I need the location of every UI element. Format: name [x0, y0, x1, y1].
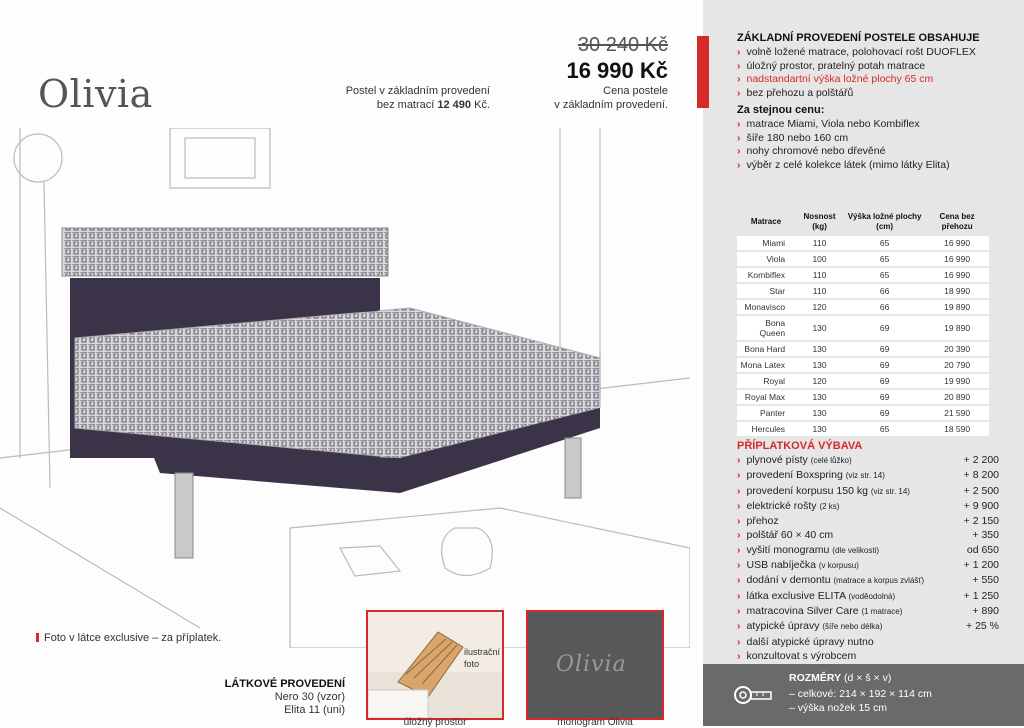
measure-icon: [733, 684, 773, 706]
table-row: [737, 422, 989, 436]
product-title: Olivia: [38, 72, 153, 116]
table-cell: Miami: [737, 236, 795, 250]
table-cell: 130: [795, 358, 844, 372]
table-cell: 65: [844, 422, 925, 436]
extras-item: [737, 635, 999, 649]
extras-item-label: [737, 589, 895, 604]
dimensions-total: – celkové: 214 × 192 × 114 cm: [789, 688, 932, 700]
table-cell: Star: [737, 284, 795, 298]
same-price-list: [737, 118, 1007, 172]
table-cell: 20 390: [925, 342, 989, 356]
table-cell: 130: [795, 342, 844, 356]
extras-item: [737, 514, 999, 528]
table-cell: Bona Queen: [737, 316, 795, 340]
list-item: › volně ložené matrace, polohovací rošt DUOFLEX: [737, 46, 1007, 60]
extras-item: [737, 649, 999, 663]
extras-item-label: [737, 499, 839, 514]
extras-item-price: + 9 900: [963, 499, 999, 512]
list-item: › nohy chromové nebo dřevěné: [737, 145, 1007, 159]
extras-item: [737, 468, 999, 483]
bed: [62, 228, 600, 558]
extras-item: [737, 499, 999, 514]
table-cell: 130: [795, 390, 844, 404]
table-cell: 19 890: [925, 300, 989, 314]
extras-item-label: [737, 543, 879, 558]
extras-item-text: atypické úpravy: [746, 620, 820, 633]
col-header: Cena bez přehozu: [939, 212, 975, 231]
extras-item-price: + 2 200: [963, 454, 999, 466]
extras-item-note: (celé lůžko): [810, 456, 852, 465]
table-cell: 16 990: [925, 236, 989, 250]
table-cell: Mona Latex: [737, 358, 795, 372]
table-cell: 21 590: [925, 406, 989, 420]
base-price-note: Postel v základním provedení bez matrací 12 490 Kč.: [345, 85, 490, 111]
extras-item-text: přehoz: [746, 515, 779, 528]
basic-heading: ZÁKLADNÍ PROVEDENÍ POSTELE OBSAHUJE: [737, 32, 980, 44]
extras-item: [737, 619, 999, 634]
extras-item: [737, 453, 999, 468]
table-cell: 65: [844, 268, 925, 282]
table-cell: 100: [795, 252, 844, 266]
table-cell: Royal: [737, 374, 795, 388]
extras-item-text: dodání v demontu: [746, 574, 831, 587]
monogram-text: Olivia: [556, 652, 627, 677]
extras-item-text: provedení korpusu 150 kg: [746, 484, 868, 497]
price-old: 30 240 Kč: [577, 34, 668, 56]
table-cell: 130: [795, 316, 844, 340]
monogram-label: monogram Olivia: [557, 717, 633, 728]
extras-item-label: [737, 484, 910, 499]
table-cell: Panter: [737, 406, 795, 420]
fabric-info: LÁTKOVÉ PROVEDENÍ Nero 30 (vzor) Elita 11 (uni): [224, 678, 345, 716]
extras-item-price: + 1 200: [963, 559, 999, 572]
extras-item-label: [737, 514, 779, 528]
extras-item-note: (2 ks): [819, 501, 840, 511]
table-cell: Viola: [737, 252, 795, 266]
mattress-table: [737, 208, 989, 438]
table-cell: Royal Max: [737, 390, 795, 404]
col-header: Výška ložné plochy (cm): [847, 212, 922, 231]
table-row: [737, 252, 989, 266]
illustration-note: ilustrační foto: [464, 647, 501, 669]
table-row: [737, 316, 989, 340]
list-item: › výběr z celé kolekce látek (mimo látky Elita): [737, 159, 1007, 173]
table-cell: 69: [844, 342, 925, 356]
extras-heading: PŘÍPLATKOVÁ VÝBAVA: [737, 440, 863, 452]
table-cell: 130: [795, 422, 844, 436]
table-cell: 69: [844, 406, 925, 420]
extras-item-note: (viz str. 14): [845, 471, 885, 481]
table-cell: 66: [844, 284, 925, 298]
list-item: › nadstandartní výška ložné plochy 65 cm: [737, 73, 1007, 87]
table-cell: Kombiflex: [737, 268, 795, 282]
extras-item-text: látka exclusive ELITA: [746, 589, 846, 602]
extras-item-note: (dle velikosti): [832, 545, 879, 555]
extras-item: [737, 528, 999, 542]
extras-item: [737, 573, 999, 588]
table-row: [737, 268, 989, 282]
extras-list: [737, 453, 999, 663]
extras-item-text: elektrické rošty: [746, 499, 817, 512]
extras-item-price: od 650: [966, 543, 999, 556]
price-new: 16 990 Kč: [566, 58, 668, 83]
extras-item-text: plynové písty: [746, 454, 808, 466]
table-row: [737, 374, 989, 388]
table-row: [737, 406, 989, 420]
table-cell: 120: [795, 300, 844, 314]
storage-label: úložný prostor: [403, 717, 467, 728]
extras-item-text: polštář 60 × 40 cm: [746, 529, 834, 542]
table-header-row: [737, 210, 989, 234]
table-cell: 16 990: [925, 268, 989, 282]
same-price-heading: Za stejnou cenu:: [737, 104, 825, 116]
extras-item-text: vyšití monogramu: [746, 543, 830, 556]
extras-item-text: další atypické úpravy nutno: [746, 635, 874, 648]
extras-item-label: [737, 558, 859, 573]
table-cell: 65: [844, 252, 925, 266]
table-cell: 19 890: [925, 316, 989, 340]
table-body: [737, 236, 989, 436]
extras-item-price: + 25 %: [966, 620, 999, 633]
extras-item: [737, 604, 999, 619]
table-cell: 65: [844, 236, 925, 250]
extras-item-note: (šíře nebo délka): [822, 622, 883, 632]
price-note: Cena postele v základním provedení.: [554, 85, 668, 111]
extras-item-label: [737, 604, 902, 619]
table-cell: 69: [844, 316, 925, 340]
table-row: [737, 358, 989, 372]
extras-item-text: konzultovat s výrobcem: [746, 649, 857, 662]
extras-item-note: (matrace a korpus zvlášť): [833, 576, 925, 586]
list-item: › bez přehozu a polštářů: [737, 87, 1007, 101]
table-row: [737, 236, 989, 250]
extras-item-text: provedení Boxspring: [746, 469, 843, 482]
table-cell: 69: [844, 390, 925, 404]
photo-caption: Foto v látce exclusive – za příplatek.: [36, 632, 221, 644]
table-cell: Monavisco: [737, 300, 795, 314]
extras-item-text: USB nabíječka: [746, 559, 816, 572]
extras-item-label: [737, 635, 874, 649]
table-cell: 20 890: [925, 390, 989, 404]
extras-item-price: + 2 500: [963, 484, 999, 497]
table-row: [737, 300, 989, 314]
extras-item-label: [737, 453, 852, 468]
extras-item-label: [737, 619, 882, 634]
list-item: › matrace Miami, Viola nebo Kombiflex: [737, 118, 1007, 132]
table-cell: 110: [795, 284, 844, 298]
extras-item: [737, 558, 999, 573]
basic-list: [737, 46, 1007, 100]
table-cell: Bona Hard: [737, 342, 795, 356]
table-row: [737, 342, 989, 356]
dimensions-legs: – výška nožek 15 cm: [789, 702, 888, 714]
caption-marker: [36, 633, 39, 642]
extras-item-price: + 8 200: [963, 469, 999, 482]
table-cell: 18 990: [925, 284, 989, 298]
dimensions-bar: [703, 664, 1024, 726]
extras-item-price: + 1 250: [963, 589, 999, 602]
extras-item: [737, 543, 999, 558]
extras-item-price: + 890: [972, 604, 999, 617]
table-cell: 19 990: [925, 374, 989, 388]
table-cell: 18 590: [925, 422, 989, 436]
extras-item-price: + 350: [972, 529, 999, 542]
list-item: › šíře 180 nebo 160 cm: [737, 132, 1007, 146]
extras-item-label: [737, 528, 833, 542]
table-row: [737, 390, 989, 404]
col-header: Nosnost (kg): [803, 212, 836, 231]
extras-item: [737, 589, 999, 604]
table-cell: 110: [795, 236, 844, 250]
table-cell: 16 990: [925, 252, 989, 266]
extras-item-text: matracovina Silver Care: [746, 604, 859, 617]
table-cell: 20 790: [925, 358, 989, 372]
table-row: [737, 284, 989, 298]
extras-item-note: (viz str. 14): [870, 486, 910, 496]
extras-item-price: + 2 150: [963, 515, 999, 528]
extras-item-label: [737, 468, 885, 483]
table-cell: 66: [844, 300, 925, 314]
table-cell: 130: [795, 406, 844, 420]
extras-item-note: (v korpusu): [818, 561, 859, 571]
table-cell: 120: [795, 374, 844, 388]
table-cell: 69: [844, 358, 925, 372]
table-cell: 69: [844, 374, 925, 388]
extras-item-label: [737, 573, 924, 588]
col-header: Matrace: [750, 217, 782, 226]
extras-item-note: (1 matrace): [861, 606, 903, 616]
extras-item-label: [737, 649, 856, 663]
extras-item-price: + 550: [972, 574, 999, 587]
accent-bar: [697, 36, 709, 108]
table-cell: 110: [795, 268, 844, 282]
extras-item-note: (voděodolná): [848, 591, 896, 601]
dimensions-heading: ROZMĚRY (d × š × v): [789, 672, 892, 684]
list-item: › úložný prostor, pratelný potah matrace: [737, 60, 1007, 74]
extras-item: [737, 484, 999, 499]
table-cell: Hercules: [737, 422, 795, 436]
bed-illustration: [0, 128, 690, 648]
